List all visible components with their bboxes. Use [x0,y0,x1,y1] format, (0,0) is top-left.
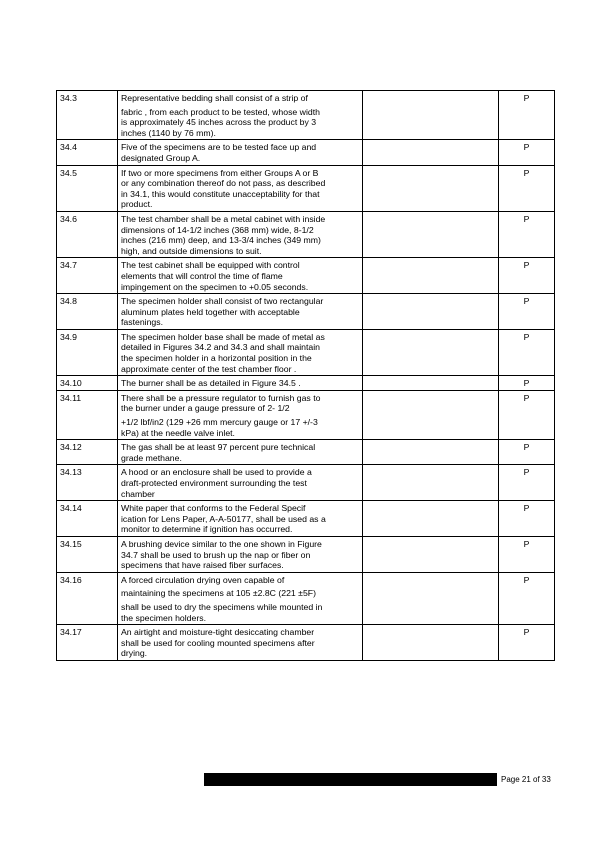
verdict-cell: P [499,501,555,537]
observation-cell [363,140,499,165]
table-row [57,294,555,330]
requirement-line: An airtight and moisture-tight desiccating chamber [121,627,315,638]
observation-cell [363,572,499,624]
requirement-line: elements that will control the time of flame [121,270,283,281]
verdict-cell: P [499,329,555,375]
requirement-line: 34.7 shall be used to brush up the nap or fiber on [121,549,311,560]
requirement-line: kPa) at the needle valve inlet. [121,427,235,438]
clause-number: 34.5 [57,165,118,211]
page-number: Page 21 of 33 [501,775,551,784]
table-row [57,91,555,140]
observation-cell [363,258,499,294]
requirement-line: aluminum plates held together with acceptable [121,306,300,317]
table-row [57,465,555,501]
table-row [57,165,555,211]
verdict-cell: P [499,211,555,257]
requirement-line: The burner shall be as detailed in Figure 34.5 . [121,378,301,389]
requirement-line: maintaining the specimens at 105 ±2.8C (221 ±5F) [121,588,316,599]
redacted-block [204,773,497,786]
requirement-line: or any combination thereof do not pass, as described [121,178,326,189]
requirement-line: the specimen holders. [121,612,206,623]
requirement-line: inches (1140 by 76 mm). [121,127,216,138]
requirement-text [118,140,363,165]
requirement-line: high, and outside dimensions to suit. [121,245,262,256]
requirement-text [118,294,363,330]
requirement-text [118,91,363,140]
observation-cell [363,165,499,211]
requirement-text [118,211,363,257]
table-row [57,376,555,391]
observation-cell [363,294,499,330]
requirement-line: shall be used to dry the specimens while mounted in [121,601,323,612]
table-row [57,329,555,375]
observation-cell [363,329,499,375]
verdict-cell: P [499,572,555,624]
verdict-cell: P [499,465,555,501]
requirement-line: fastenings. [121,317,164,328]
observation-cell [363,91,499,140]
requirement-text [118,625,363,661]
requirement-line: +1/2 lbf/in2 (129 +26 mm mercury gauge or 17 +/-3 [121,417,318,428]
requirement-line: in 34.1, this would constitute unacceptability for that [121,188,320,199]
requirement-line: chamber [121,488,155,499]
clause-number: 34.9 [57,329,118,375]
observation-cell [363,376,499,391]
clause-number: 34.7 [57,258,118,294]
clause-number: 34.4 [57,140,118,165]
table-row [57,572,555,624]
verdict-cell: P [499,140,555,165]
requirement-line: A brushing device similar to the one shown in Figure [121,538,322,549]
requirement-line: ication for Lens Paper, A-A-50177, shall be used as a [121,513,326,524]
verdict-cell: P [499,390,555,439]
table-row [57,625,555,661]
requirement-line: impingement on the specimen to +0.05 seconds. [121,281,309,292]
clause-number: 34.8 [57,294,118,330]
observation-cell [363,390,499,439]
verdict-cell: P [499,625,555,661]
requirement-line: If two or more specimens from either Groups A or B [121,167,319,178]
clause-number: 34.3 [57,91,118,140]
requirement-line: draft-protected environment surrounding the test [121,478,307,488]
table-row [57,536,555,572]
observation-cell [363,625,499,661]
requirement-line: drying. [121,648,148,659]
verdict-cell: P [499,536,555,572]
requirement-line: detailed in Figures 34.2 and 34.3 and shall maintain [121,342,320,353]
requirement-text [118,258,363,294]
clause-number: 34.13 [57,465,118,501]
requirement-line: A hood or an enclosure shall be used to provide a [121,467,312,478]
clause-number: 34.14 [57,501,118,537]
requirements-table [56,90,555,661]
clause-number: 34.10 [57,376,118,391]
table-row [57,390,555,439]
requirement-line: Representative bedding shall consist of a strip of [121,93,308,103]
clause-number: 34.6 [57,211,118,257]
table-row [57,501,555,537]
requirement-text [118,390,363,439]
requirement-text [118,440,363,465]
requirement-line: monitor to determine if ignition has occurred. [121,524,293,535]
table-row [57,140,555,165]
verdict-cell: P [499,376,555,391]
requirement-line: Five of the specimens are to be tested face up and [121,142,317,153]
requirement-line: There shall be a pressure regulator to furnish gas to [121,392,321,403]
clause-number: 34.11 [57,390,118,439]
requirement-line: The test cabinet shall be equipped with control [121,260,300,271]
requirement-line: inches (216 mm) deep, and 13-3/4 inches (349 mm) [121,235,321,246]
verdict-cell: P [499,258,555,294]
verdict-cell: P [499,165,555,211]
verdict-cell: P [499,294,555,330]
table-row [57,440,555,465]
requirement-line: The specimen holder shall consist of two rectangular [121,296,324,307]
requirement-line: shall be used for cooling mounted specimens after [121,637,315,648]
requirement-text [118,536,363,572]
requirement-line: A forced circulation drying oven capable of [121,574,285,585]
requirement-line: White paper that conforms to the Federal Specif [121,503,306,514]
requirement-text [118,501,363,537]
requirement-line: the specimen holder in a horizontal position in the [121,353,312,364]
requirement-line: approximate center of the test chamber floor . [121,363,297,374]
requirement-line: fabric , from each product to be tested, whose width [121,106,320,117]
verdict-cell: P [499,91,555,140]
clause-number: 34.16 [57,572,118,624]
requirement-text [118,465,363,501]
observation-cell [363,211,499,257]
requirement-line: The gas shall be at least 97 percent pure technical [121,442,316,453]
observation-cell [363,465,499,501]
requirement-text [118,329,363,375]
requirement-line: designated Group A. [121,152,201,163]
requirement-line: specimens that have raised fiber surfaces. [121,560,284,571]
observation-cell [363,536,499,572]
observation-cell [363,440,499,465]
requirement-line: is approximately 45 inches across the product by 3 [121,117,317,128]
requirement-line: the burner under a gauge pressure of 2- 1/2 [121,403,290,414]
requirement-line: The specimen holder base shall be made of metal as [121,331,325,342]
table-row [57,258,555,294]
verdict-cell: P [499,440,555,465]
observation-cell [363,501,499,537]
clause-number: 34.15 [57,536,118,572]
requirement-text [118,376,363,391]
clause-number: 34.17 [57,625,118,661]
clause-number: 34.12 [57,440,118,465]
table-row [57,211,555,257]
requirement-line: product. [121,199,153,210]
requirements-table-body [57,91,555,661]
requirement-text [118,572,363,624]
requirement-line: grade methane. [121,452,182,463]
requirement-line: The test chamber shall be a metal cabinet with inside [121,213,326,224]
requirement-line: dimensions of 14-1/2 inches (368 mm) wide, 8-1/2 [121,224,314,235]
requirement-text [118,165,363,211]
